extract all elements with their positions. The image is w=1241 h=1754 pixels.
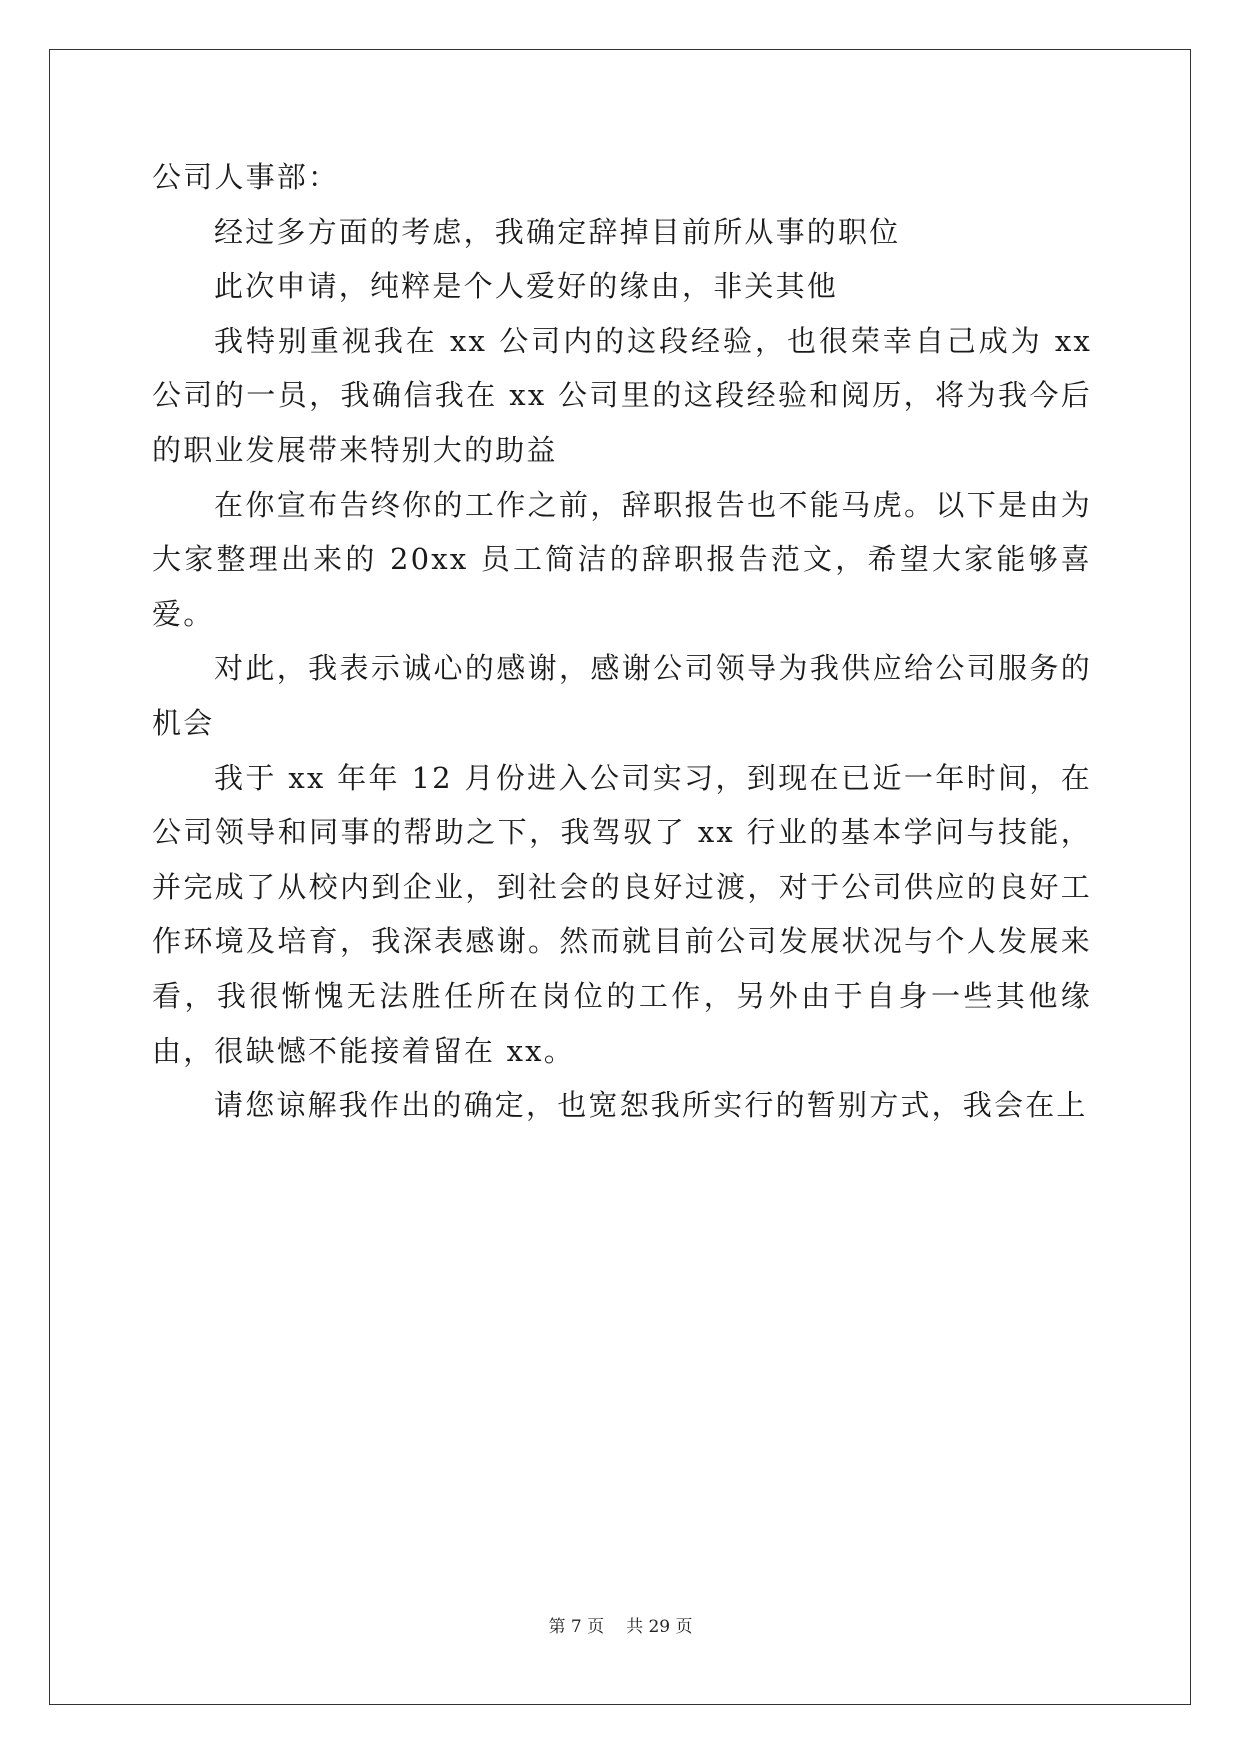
paragraph-1: 经过多方面的考虑，我确定辞掉目前所从事的职位 bbox=[214, 214, 901, 249]
page-number-total: 共 29 页 bbox=[626, 1617, 693, 1637]
document-body bbox=[152, 150, 1092, 1133]
salutation: 公司人事部： bbox=[152, 160, 340, 194]
paragraph-2: 此次申请，纯粹是个人爱好的缘由，非关其他 bbox=[214, 269, 839, 304]
paragraph-7: 请您谅解我作出的确定，也宽恕我所实行的暂别方式，我会在上 bbox=[214, 1088, 1088, 1123]
page-number-current: 第 7 页 bbox=[548, 1617, 605, 1637]
paragraph-6: 我于 xx 年年 12 月份进入公司实习，到现在已近一年时间，在公司领导和同事的帮助之下，我驾驭了 xx 行业的基本学问与技能，并完成了从校内到企业，到社会的良好过渡，对于公司供应的良好工作环境及培育，我深表感谢。然而就目前公司发展状况与个人发展来看，我很惭愧无法胜任所在岗位的工作，另外由于自身一些其他缘由，很缺憾不能接着留在 xx。 bbox=[152, 760, 1092, 1068]
paragraph-4: 在你宣布告终你的工作之前，辞职报告也不能马虎。以下是由为大家整理出来的 20xx 员工简洁的辞职报告范文，希望大家能够喜爱。 bbox=[152, 487, 1092, 631]
paragraph-3: 我特别重视我在 xx 公司内的这段经验，也很荣幸自己成为 xx 公司的一员，我确信我在 xx 公司里的这段经验和阅历，将为我今后的职业发展带来特别大的助益 bbox=[152, 323, 1092, 467]
page-footer bbox=[0, 1612, 1241, 1637]
paragraph-5: 对此，我表示诚心的感谢，感谢公司领导为我供应给公司服务的机会 bbox=[152, 651, 1092, 740]
